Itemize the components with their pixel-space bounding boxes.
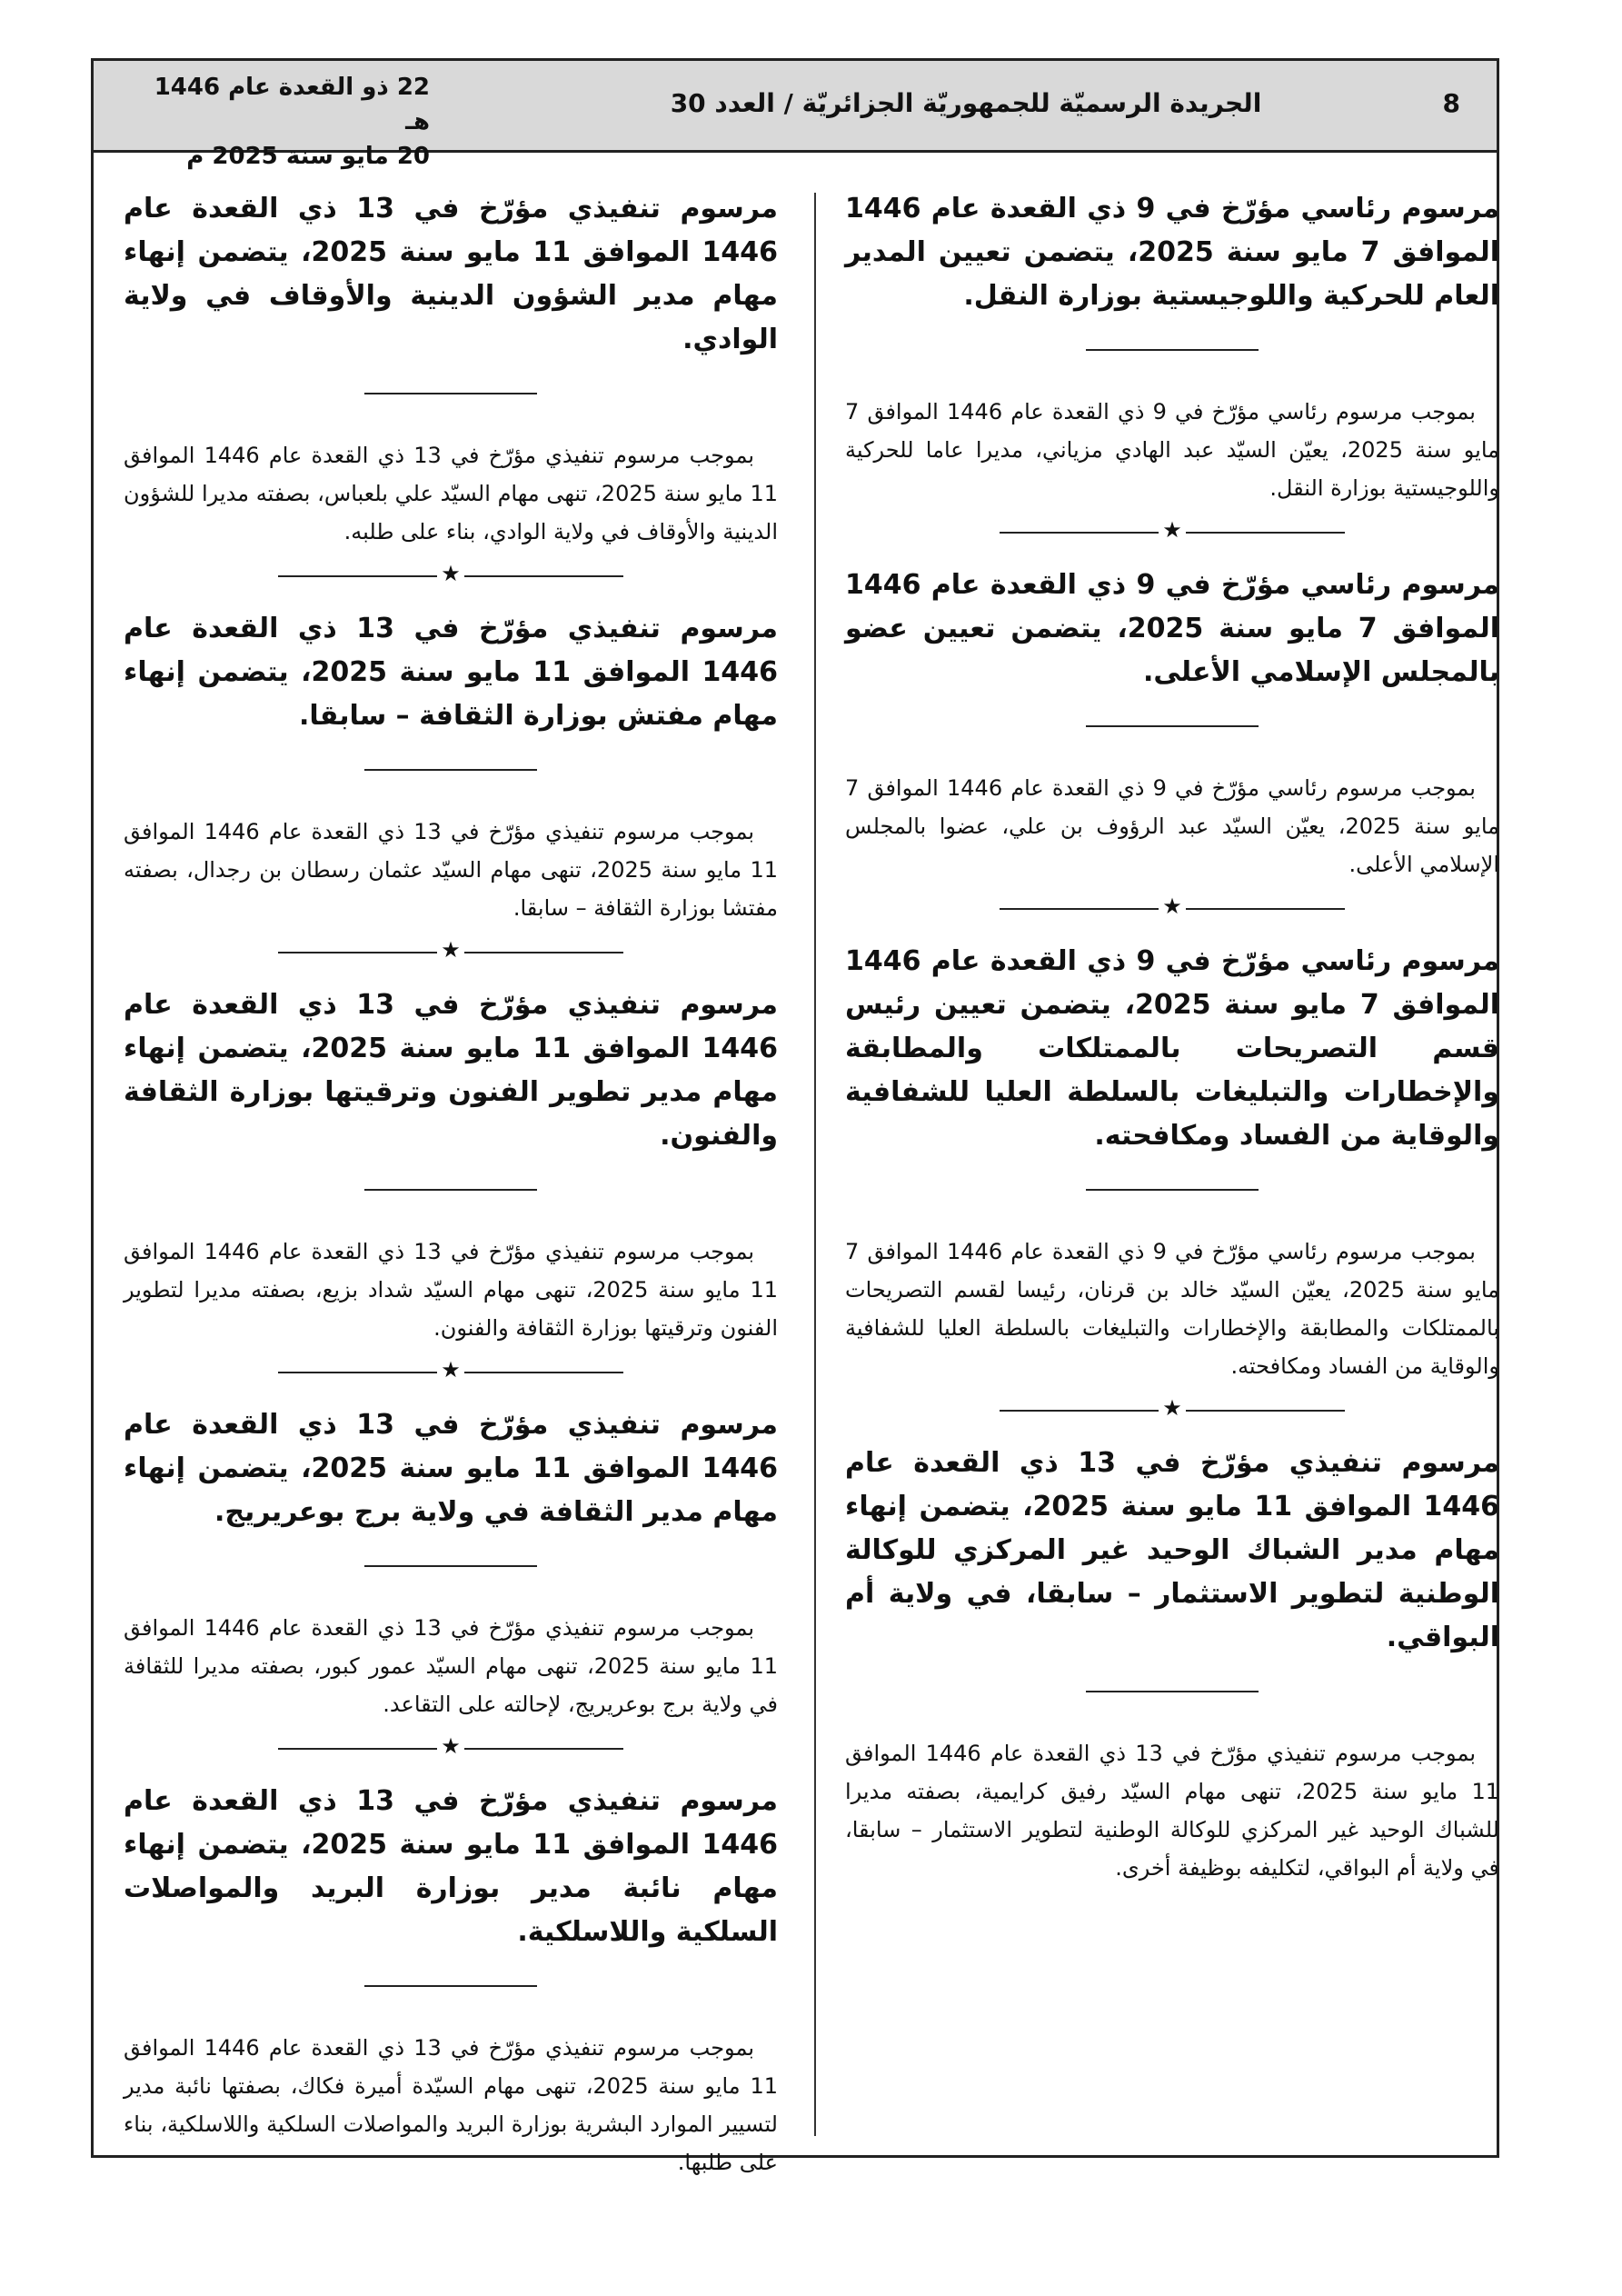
- decree-entry: [845, 564, 1499, 883]
- decree-title: مرسوم تنفيذي مؤرّخ في 13 ذي القعدة عام 1446 الموافق 11 مايو سنة 2025، يتضمن إنهاء مهام نائبة مدير بوزارة البريد والمواصلات السلكية واللاسلكية.: [124, 1785, 779, 1948]
- header-date-gregorian: 20 مايو سنة 2025 م: [186, 143, 430, 170]
- star-icon: ★: [1162, 517, 1182, 543]
- decree-entry: [124, 607, 778, 927]
- decree-title: مرسوم رئاسي مؤرّخ في 9 ذي القعدة عام 1446 الموافق 7 مايو سنة 2025، يتضمن تعيين رئيس قسم التصريحات بالممتلكات والمطابقة والإخطارات والتبليغات بالسلطة العليا للشفافية والوقاية من الفساد ومكافحته.: [845, 945, 1500, 1152]
- star-separator: [1000, 1395, 1345, 1422]
- title-separator: [364, 1565, 537, 1567]
- star-separator: [1000, 893, 1345, 920]
- star-icon: ★: [441, 937, 461, 963]
- title-separator: [364, 1985, 537, 1987]
- decree-entry: [845, 940, 1499, 1385]
- decree-entry: [124, 1403, 778, 1723]
- star-separator: [278, 561, 623, 587]
- decree-entry: [845, 187, 1499, 507]
- decree-title: مرسوم رئاسي مؤرّخ في 9 ذي القعدة عام 1446 الموافق 7 مايو سنة 2025، يتضمن تعيين عضو بالمجلس الإسلامي الأعلى.: [845, 569, 1500, 688]
- left-column: [124, 187, 778, 2181]
- decree-entry: [124, 983, 778, 1347]
- decree-body: بموجب مرسوم تنفيذي مؤرّخ في 13 ذي القعدة عام 1446 الموافق 11 مايو سنة 2025، تنهى مهام السيّد رفيق كرايمية، بصفته مديرا للشباك الوحيد غير المركزي للوكالة الوطنية لتطوير الاستثمار – سابقا، في ولاية أم البواقي، لتكليفه بوظيفة أخرى.: [845, 1741, 1500, 1881]
- star-separator: [278, 1733, 623, 1760]
- page-number: 8: [1442, 88, 1460, 118]
- decree-body: بموجب مرسوم تنفيذي مؤرّخ في 13 ذي القعدة عام 1446 الموافق 11 مايو سنة 2025، تنهى مهام السيّد علي بلعباس، بصفته مديرا للشؤون الدينية والأوقاف في ولاية الوادي، بناء على طلبه.: [124, 443, 778, 544]
- star-icon: ★: [1162, 1395, 1182, 1421]
- star-separator: [278, 937, 623, 963]
- title-separator: [364, 769, 537, 771]
- title-separator: [1086, 349, 1259, 351]
- decree-title: مرسوم تنفيذي مؤرّخ في 13 ذي القعدة عام 1446 الموافق 11 مايو سنة 2025، يتضمن إنهاء مهام مدير الشباك الوحيد غير المركزي للوكالة الوطنية لتطوير الاستثمار – سابقا، في ولاية أم البواقي.: [845, 1447, 1500, 1653]
- decree-title: مرسوم تنفيذي مؤرّخ في 13 ذي القعدة عام 1446 الموافق 11 مايو سنة 2025، يتضمن إنهاء مهام مفتش بوزارة الثقافة – سابقا.: [124, 613, 779, 732]
- page-header: [91, 58, 1499, 170]
- decree-body: بموجب مرسوم رئاسي مؤرّخ في 9 ذي القعدة عام 1446 الموافق 7 مايو سنة 2025، يعيّن السيّد خالد بن قرنان، رئيسا لقسم التصريحات بالممتلكات والمطابقة والإخطارات والتبليغات بالسلطة العليا للشفافية والوقاية من الفساد ومكافحته.: [845, 1239, 1499, 1379]
- decree-title: مرسوم تنفيذي مؤرّخ في 13 ذي القعدة عام 1446 الموافق 11 مايو سنة 2025، يتضمن إنهاء مهام مدير الشؤون الدينية والأوقاف في ولاية الوادي.: [124, 193, 779, 355]
- star-icon: ★: [441, 1733, 461, 1759]
- title-separator: [1086, 1189, 1259, 1191]
- star-separator: [1000, 517, 1345, 544]
- decree-title: مرسوم تنفيذي مؤرّخ في 13 ذي القعدة عام 1446 الموافق 11 مايو سنة 2025، يتضمن إنهاء مهام مدير تطوير الفنون وترقيتها بوزارة الثقافة والفنون.: [124, 989, 779, 1152]
- decree-title: مرسوم تنفيذي مؤرّخ في 13 ذي القعدة عام 1446 الموافق 11 مايو سنة 2025، يتضمن إنهاء مهام مدير الثقافة في ولاية برج بوعريريج.: [124, 1409, 779, 1528]
- decree-body: بموجب مرسوم تنفيذي مؤرّخ في 13 ذي القعدة عام 1446 الموافق 11 مايو سنة 2025، تنهى مهام السيّدة أميرة فكاك، بصفتها نائبة مدير لتسيير الموارد البشرية بوزارة البريد والمواصلات السلكية واللاسلكية، بناء على طلبها.: [124, 2035, 778, 2175]
- star-icon: ★: [441, 561, 461, 586]
- decree-entry: [845, 1442, 1499, 1887]
- decree-entry: [124, 187, 778, 551]
- star-icon: ★: [441, 1357, 461, 1383]
- title-separator: [1086, 725, 1259, 727]
- star-icon: ★: [1162, 893, 1182, 919]
- gazette-title: الجريدة الرسميّة للجمهوريّة الجزائريّة / العدد 30: [670, 88, 1262, 118]
- header-dates: [130, 70, 430, 174]
- decree-body: بموجب مرسوم رئاسي مؤرّخ في 9 ذي القعدة عام 1446 الموافق 7 مايو سنة 2025، يعيّن السيّد عبد الهادي مزياني، مديرا عاما للحركية واللوجيستية بوزارة النقل.: [845, 399, 1499, 501]
- decree-title: مرسوم رئاسي مؤرّخ في 9 ذي القعدة عام 1446 الموافق 7 مايو سنة 2025، يتضمن تعيين المدير العام للحركية واللوجيستية بوزارة النقل.: [845, 193, 1500, 312]
- right-column: [845, 187, 1499, 1887]
- header-date-hijri: 22 ذو القعدة عام 1446 هـ: [154, 74, 430, 135]
- title-separator: [1086, 1691, 1259, 1692]
- title-separator: [364, 1189, 537, 1191]
- decree-body: بموجب مرسوم تنفيذي مؤرّخ في 13 ذي القعدة عام 1446 الموافق 11 مايو سنة 2025، تنهى مهام السيّد شداد بزيع، بصفته مديرا لتطوير الفنون وترقيتها بوزارة الثقافة والفنون.: [124, 1239, 778, 1341]
- decree-body: بموجب مرسوم تنفيذي مؤرّخ في 13 ذي القعدة عام 1446 الموافق 11 مايو سنة 2025، تنهى مهام السيّد عمور كبور، بصفته مديرا للثقافة في ولاية برج بوعريريج، لإحالته على التقاعد.: [124, 1615, 778, 1717]
- column-divider: [814, 193, 816, 2136]
- decree-entry: [124, 1780, 778, 2181]
- decree-body: بموجب مرسوم رئاسي مؤرّخ في 9 ذي القعدة عام 1446 الموافق 7 مايو سنة 2025، يعيّن السيّد عبد الرؤوف بن علي، عضوا بالمجلس الإسلامي الأعلى.: [845, 775, 1499, 877]
- title-separator: [364, 393, 537, 394]
- decree-body: بموجب مرسوم تنفيذي مؤرّخ في 13 ذي القعدة عام 1446 الموافق 11 مايو سنة 2025، تنهى مهام السيّد عثمان رسطان بن رجدال، بصفته مفتشا بوزارة الثقافة – سابقا.: [124, 819, 778, 921]
- star-separator: [278, 1357, 623, 1383]
